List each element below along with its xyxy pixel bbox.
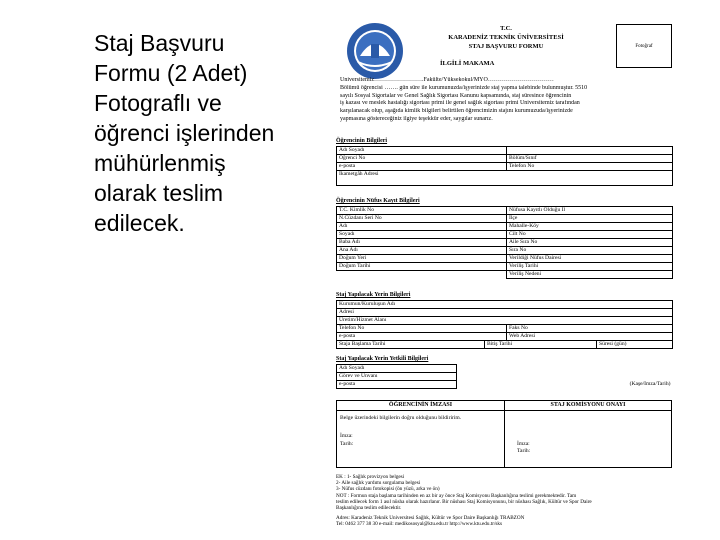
cell-label: e-posta: [337, 163, 507, 171]
student-signature-area: [337, 401, 505, 467]
note-line: 3- Nüfus cüzdanı fotokopisi (ön yüzü, arka ve ön): [336, 486, 440, 493]
table-row: [337, 223, 673, 231]
student-info-table: [336, 146, 673, 186]
table-row: [337, 207, 673, 215]
table-row: [337, 231, 673, 239]
cell-label: Süresi (gün): [597, 341, 673, 349]
cell-label: Soyadı: [337, 231, 507, 239]
intro-paragraph: [340, 77, 674, 124]
table-row: [337, 171, 673, 186]
cell-label: Faks No: [507, 325, 673, 333]
cell-label: Bölüm/Sınıf: [507, 155, 673, 163]
cell-label: Adı Soyadı: [337, 147, 507, 155]
table-row: [337, 163, 673, 171]
cell-label: Kurumun/Kuruluşun Adı: [337, 301, 673, 309]
paragraph-line: yapmasına göstereceğiniz ilgiye teşekkür eder, saygılar sunarız.: [340, 115, 493, 122]
cell-label: Nüfusa Kayıtlı Olduğu İl: [507, 207, 673, 215]
cell-label: Üretim/Hizmet Alanı: [337, 317, 673, 325]
caption-line: olarak teslim: [94, 180, 224, 206]
table-row: [337, 147, 673, 155]
commission-imza: İmza:: [517, 441, 530, 447]
caption-line: mühürlenmiş: [94, 150, 226, 176]
table-row: [337, 263, 673, 271]
commission-approval-title: STAJ KOMİSYONU ONAYI: [505, 401, 671, 411]
authority-info-table: [336, 364, 673, 389]
table-row: [337, 373, 673, 381]
note-line: Adres: Karadeniz Teknik Üniversitesi Sağlık, Kültür ve Spor Daire Başkanlığı TRABZON: [336, 515, 525, 522]
cell-label: T.C. Kimlik No: [337, 207, 507, 215]
signature-tarih: Tarih:: [340, 440, 354, 447]
table-row: [337, 341, 673, 349]
student-info-title: Öğrencinin Bilgileri: [336, 138, 388, 144]
cell-label: Veriliş Nedeni: [507, 271, 673, 279]
table-row: [337, 333, 673, 341]
table-row: [337, 301, 673, 309]
paragraph-line: sayılı Sosyal Sigortalar ve Genel Sağlık Sigortası Kanunu kapsamında, staj süresince öğrencinin: [340, 92, 572, 99]
cell-value: [507, 147, 673, 155]
table-row: [337, 381, 673, 389]
cell-label: Doğum Tarihi: [337, 263, 507, 271]
paragraph-line: Bölümü öğrencisi ……. gün süre ile kurumunuzda/işyerinizde staj yapma talebinde bulunmuştur. 5510: [340, 84, 588, 91]
form-notes: [336, 474, 672, 528]
slide-caption: [94, 28, 324, 238]
cell-label: Sıra No: [507, 247, 673, 255]
note-line: NOT : Formun staja başlama tarihinden en az bir ay önce Staj Komisyonu Başkanlığına teslimi gerekmektedir. Tam: [336, 492, 577, 499]
cell-label: Telefon No: [337, 325, 507, 333]
cell-label: Doğum Yeri: [337, 255, 507, 263]
cell-label: Aile Sıra No: [507, 239, 673, 247]
paragraph-line: Üniversitemiz…………………….Fakülte/Yüksekokul/MYO……………………………: [340, 77, 554, 83]
commission-tarih: Tarih:: [517, 448, 531, 455]
application-form-image: [334, 22, 674, 530]
cell-empty: [457, 365, 673, 373]
table-row: [337, 255, 673, 263]
cell-label: Adı: [337, 223, 507, 231]
note-line: teslim edilecek form 1 asıl nüsha olarak hazırlanır. Bir nüshası Staj Komisyonunu, bir nüshası Sağlık, Kültür ve Spor Daire: [336, 498, 592, 505]
signature-imza: İmza:: [340, 433, 353, 440]
cell-label: Ana Adı: [337, 247, 507, 255]
id-info-title: Öğrencinin Nüfus Kayıt Bilgileri: [336, 198, 420, 204]
table-row: [337, 247, 673, 255]
caption-line: Staj Başvuru: [94, 30, 225, 56]
cell-label: Staja Başlama Tarihi: [337, 341, 485, 349]
paragraph-line: iş kazası ve meslek hastalığı sigortası primi ile genel sağlık sigortası primi Üniversitemiz tarafından: [340, 100, 580, 107]
cell-label: Bitiş Tarihi: [485, 341, 597, 349]
cell-empty: [457, 373, 673, 381]
workplace-info-title: Staj Yapılacak Yerin Bilgileri: [336, 292, 411, 298]
header-form-title: STAJ BAŞVURU FORMU: [468, 43, 544, 50]
note-line: EK : 1- Sağlık provizyon belgesi: [336, 474, 405, 480]
table-row: [337, 317, 673, 325]
stamp-label: (Kaşe/İmza/Tarih): [629, 381, 671, 388]
caption-line: Fotograflı ve: [94, 90, 222, 116]
caption-line: Formu (2 Adet): [94, 60, 248, 86]
cell-label: Telefon No: [507, 163, 673, 171]
caption-line: edilecek.: [94, 210, 185, 236]
student-signature-title: ÖĞRENCİNİN İMZASI: [337, 401, 504, 411]
form-header: [426, 24, 586, 51]
paragraph-line: karşılanacak olup, aşağıda kimlik bilgileri belirtilen öğrencimizin stajını kurumuzuda/işyerinizde: [340, 108, 573, 115]
authority-info-title: Staj Yapılacak Yerin Yetkili Bilgileri: [336, 356, 429, 362]
signature-block: [336, 400, 672, 468]
university-seal-icon: [346, 22, 404, 80]
table-row: [337, 155, 673, 163]
table-row: [337, 309, 673, 317]
cell-label: Verildiği Nüfus Dairesi: [507, 255, 673, 263]
note-line: Tel: 0462 377 38 30 e-mail: medikososyal@ktu.edu.tr http://www.ktu.edu.tr/sks: [336, 521, 503, 528]
header-tc: T.C.: [500, 25, 512, 32]
cell-label: Görev ve Unvanı: [337, 373, 457, 381]
commission-approval-area: [505, 401, 671, 455]
cell-label: Öğrenci No: [337, 155, 507, 163]
cell-label: Web Adresi: [507, 333, 673, 341]
note-line: 2- Aile sağlık yardımı sorgulama belgesi: [336, 480, 421, 487]
table-row: [337, 365, 673, 373]
cell-label: Adı Soyadı: [337, 365, 457, 373]
cell-label: Cilt No: [507, 231, 673, 239]
table-row: [337, 239, 673, 247]
id-info-table: [336, 206, 673, 279]
cell-empty: [337, 271, 507, 279]
cell-label: Veriliş Tarihi: [507, 263, 673, 271]
photo-box: Fotoğraf: [616, 24, 672, 68]
header-university: KARADENİZ TEKNİK ÜNİVERSİTESİ: [448, 34, 564, 41]
caption-line: öğrenci işlerinden: [94, 120, 275, 146]
cell-label: N.Cüzdanı Seri No: [337, 215, 507, 223]
cell-label: İlçe: [507, 215, 673, 223]
cell-label: Adresi: [337, 309, 673, 317]
cell-label: İkametgâh Adresi: [337, 171, 673, 186]
table-row: [337, 271, 673, 279]
addressee: İLGİLİ MAKAMA: [440, 60, 495, 67]
cell-label: Mahalle-Köy: [507, 223, 673, 231]
table-row: [337, 215, 673, 223]
workplace-info-table: [336, 300, 673, 349]
note-line: Başkanlığına teslim edilecektir.: [336, 505, 402, 512]
cell-label: e-posta: [337, 381, 457, 389]
table-row: [337, 325, 673, 333]
signature-statement: Belge üzerindeki bilgilerin doğru olduğunu bildiririm.: [340, 415, 462, 421]
cell-label: e-posta: [337, 333, 507, 341]
cell-label: Baba Adı: [337, 239, 507, 247]
